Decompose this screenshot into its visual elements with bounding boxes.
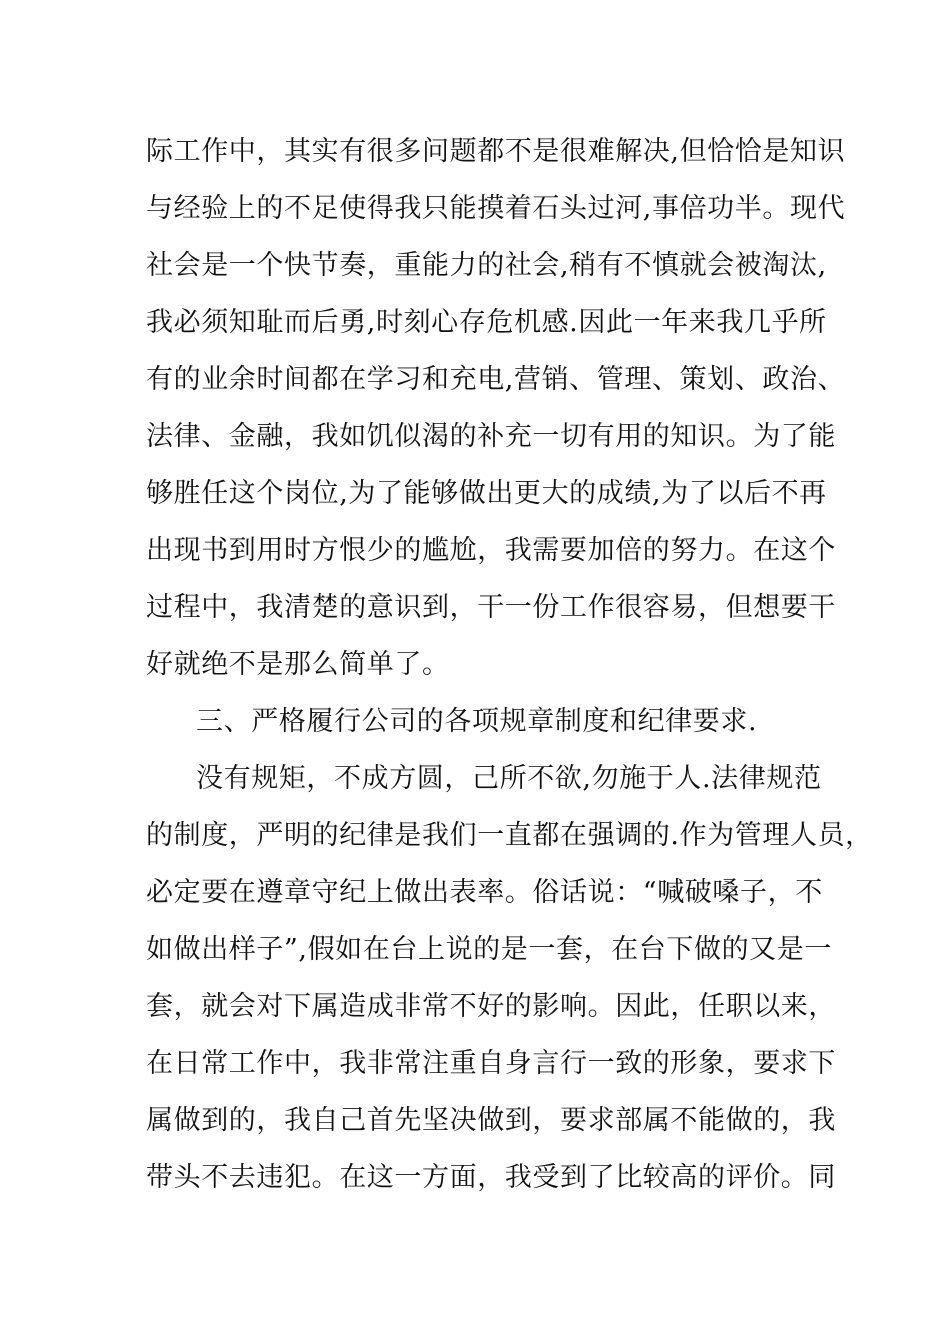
section-heading: 三、严格履行公司的各项规章制度和纪律要求. <box>196 706 758 737</box>
text-line: 的制度，严明的纪律是我们一直都在强调的.作为管理人员， <box>146 820 873 851</box>
text-line: 没有规矩，不成方圆，己所不欲,勿施于人.法律规范 <box>196 763 822 794</box>
text-line: 在日常工作中，我非常注重自身言行一致的形象，要求下 <box>146 1048 836 1079</box>
text-line: 过程中，我清楚的意识到，干一份工作很容易，但想要干 <box>146 592 836 623</box>
text-line: 必定要在遵章守纪上做出表率。俗话说：“喊破嗓子，不 <box>146 877 823 908</box>
text-line: 属做到的，我自己首先坚决做到，要求部属不能做的，我 <box>146 1105 836 1136</box>
text-line: 好就绝不是那么简单了。 <box>146 649 450 680</box>
text-line: 与经验上的不足使得我只能摸着石头过河,事倍功半。现代 <box>146 193 846 224</box>
text-line: 够胜任这个岗位,为了能够做出更大的成绩,为了以后不再 <box>146 478 827 509</box>
text-line: 我必须知耻而后勇,时刻心存危机感.因此一年来我几乎所 <box>146 307 827 338</box>
text-line: 法律、金融，我如饥似渴的补充一切有用的知识。为了能 <box>146 421 836 452</box>
text-line: 套，就会对下属造成非常不好的影响。因此，任职以来， <box>146 991 836 1022</box>
text-line: 社会是一个快节奏，重能力的社会,稍有不慎就会被淘汰, <box>146 250 827 281</box>
text-line: 有的业余时间都在学习和充电,营销、管理、策划、政治、 <box>146 364 846 395</box>
text-line: 出现书到用时方恨少的尴尬，我需要加倍的努力。在这个 <box>146 535 836 566</box>
text-line: 际工作中，其实有很多问题都不是很难解决,但恰恰是知识 <box>146 136 846 167</box>
text-line: 带头不去违犯。在这一方面，我受到了比较高的评价。同 <box>146 1162 836 1193</box>
text-line: 如做出样子”,假如在台上说的是一套，在台下做的又是一 <box>146 934 832 965</box>
